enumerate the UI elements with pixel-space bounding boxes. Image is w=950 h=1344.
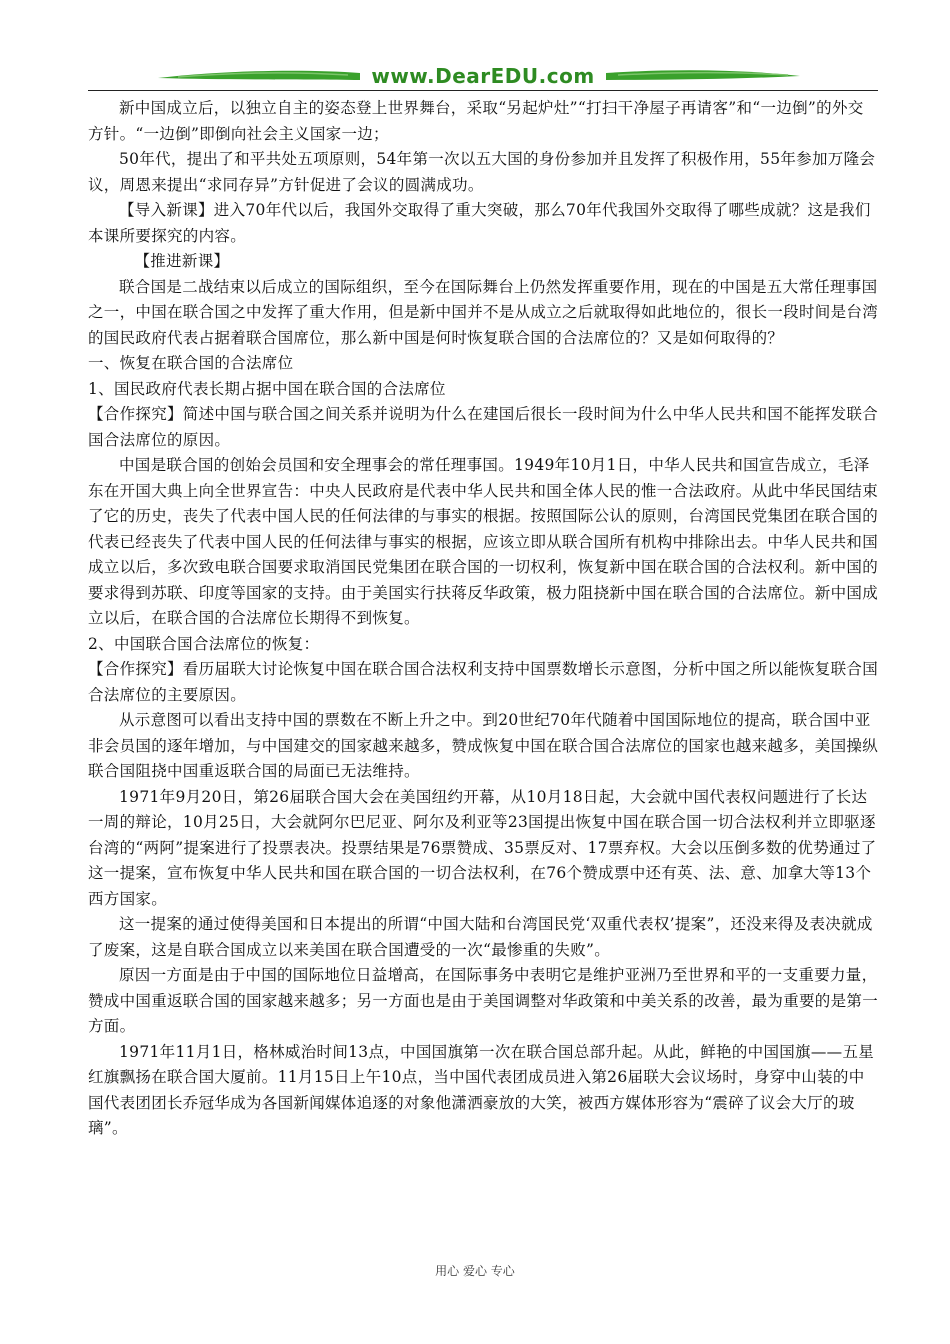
heading-subsection-1: 1、国民政府代表长期占据中国在联合国的合法席位 bbox=[88, 379, 446, 398]
heading-section-1: 一、恢复在联合国的合法席位 bbox=[88, 354, 294, 372]
paragraph-1971: 1971年9月20日，第26届联合国大会在美国纽约开幕，从10月18日起，大会就中国代表权问题进行了长达一周的辩论，10月25日，大会就阿尔巴尼亚、阿尔及利亚等23国提出恢复中国在联合国一切合法权利并立即驱逐台湾的“两阿”提案进行了投票表决。投票结果是76票赞成、35票反对、17票弃权。大会以压倒多数的优势通过了这一提案，宣布恢复中华人民共和国在联合国的一切合法权利，在76个赞成票中还有英、法、意、加拿大等13个西方国家。 bbox=[88, 787, 877, 908]
paragraph-2: 50年代，提出了和平共处五项原则，54年第一次以五大国的身份参加并且发挥了积极作用，55年参加万隆会议，周恩来提出“求同存异”方针促进了会议的圆满成功。 bbox=[88, 150, 876, 194]
paragraph-reasons: 原因一方面是由于中国的国际地位日益增高，在国际事务中表明它是维护亚洲乃至世界和平的一支重要力量，赞成中国重返联合国的国家越来越多；另一方面也是由于美国调整对华政策和中美关系的改善，最为重要的是第一方面。 bbox=[88, 966, 879, 1035]
page-footer: 用心 爱心 专心 bbox=[435, 1264, 515, 1278]
inquiry-2: 【合作探究】看历届联大讨论恢复中国在联合国合法权利支持中国票数增长示意图，分析中国之所以能恢复联合国合法席位的主要原因。 bbox=[88, 660, 879, 704]
paragraph-un: 联合国是二战结束以后成立的国际组织，至今在国际舞台上仍然发挥重要作用，现在的中国是五大常任理事国之一，中国在联合国之中发挥了重大作用，但是新中国并不是从成立之后就取得如此地位的，很长一段时间是台湾的国民政府代表占据着联合国席位，那么新中国是何时恢复联合国的合法席位的？又是如何取得的？ bbox=[88, 277, 879, 347]
paragraph-proposal: 这一提案的通过使得美国和日本提出的所谓“中国大陆和台湾国民党‘双重代表权’提案”，还没来得及表决就成了废案，这是自联合国成立以来美国在联合国遭受的一次“最惨重的失败”。 bbox=[88, 915, 873, 959]
section-label: 【推进新课】 bbox=[134, 252, 230, 270]
heading-subsection-2: 2、中国联合国合法席位的恢复： bbox=[88, 634, 320, 653]
paragraph-votes: 从示意图可以看出支持中国的票数在不断上升之中。到20世纪70年代随着中国国际地位的提高，联合国中亚非会员国的逐年增加，与中国建交的国家越来越多，赞成恢复中国在联合国合法席位的国家也越来越多，美国操纵联合国阻挠中国重返联合国的局面已无法维持。 bbox=[88, 711, 879, 780]
paragraph-intro: 【导入新课】进入70年代以后，我国外交取得了重大突破，那么70年代我国外交取得了哪些成就？这是我们本课所要探究的内容。 bbox=[88, 201, 871, 245]
inquiry-1: 【合作探究】简述中国与联合国之间关系并说明为什么在建国后很长一段时间为什么中华人民共和国不能挥发联合国合法席位的原因。 bbox=[88, 405, 879, 449]
header-rule bbox=[88, 90, 878, 91]
site-header bbox=[88, 58, 878, 98]
site-logo-text: www.DearEDU.com bbox=[371, 64, 595, 88]
paragraph-history: 中国是联合国的创始会员国和安全理事会的常任理事国。1949年10月1日，中华人民共和国宣告成立，毛泽东在开国大典上向全世界宣告：中央人民政府是代表中华人民共和国全体人民的惟一合法政府。从此中华民国结束了它的历史，丧失了代表中国人民的任何法律的与事实的根据。按照国际公认的原则，台湾国民党集团在联合国的代表已经丧失了代表中国人民的任何法律与事实的根据，应该立即从联合国所有机构中排除出去。中华人民共和国成立以后，多次致电联合国要求取消国民党集团在联合国的一切权利，恢复新中国在联合国的合法权利。新中国的要求得到苏联、印度等国家的支持。由于美国实行扶蒋反华政策，极力阻挠新中国在联合国的合法席位。新中国成立以后，在联合国的合法席位长期得不到恢复。 bbox=[88, 456, 879, 627]
paragraph-flag: 1971年11月1日，格林威治时间13点，中国国旗第一次在联合国总部升起。从此，鲜艳的中国国旗——五星红旗飘扬在联合国大厦前。11月15日上午10点，当中国代表团成员进入第26届联大会议场时，身穿中山装的中国代表团团长乔冠华成为各国新闻媒体追逐的对象他潇洒豪放的大笑，被西方媒体形容为“震碎了议会大厅的玻璃”。 bbox=[88, 1042, 875, 1137]
document-body bbox=[88, 96, 878, 1142]
paragraph-1: 新中国成立后，以独立自主的姿态登上世界舞台，采取“另起炉灶”“打扫干净屋子再请客”和“一边倒”的外交方针。“一边倒”即倒向社会主义国家一边； bbox=[88, 99, 864, 143]
